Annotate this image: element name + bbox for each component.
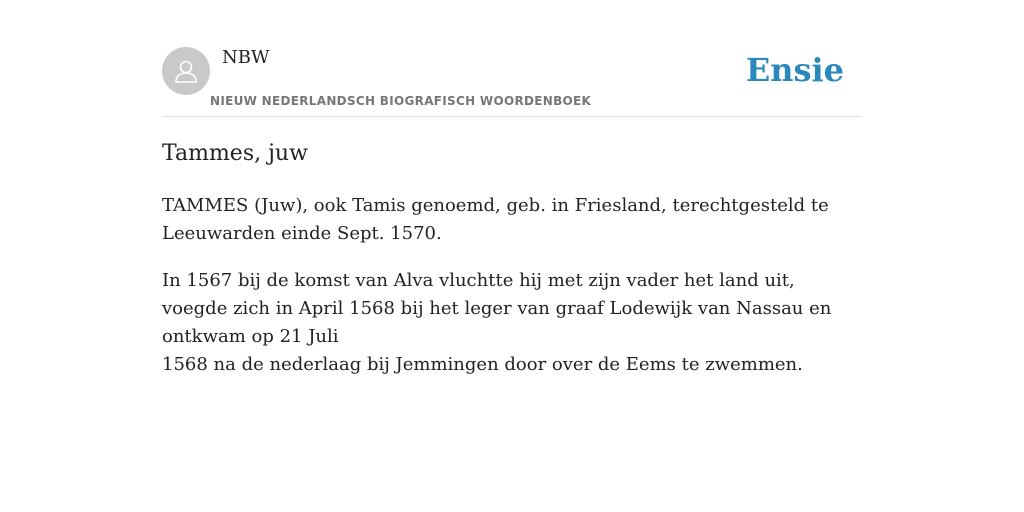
header bbox=[162, 40, 862, 117]
article-paragraph: TAMMES (Juw), ook Tamis genoemd, geb. in Friesland, terechtgesteld te Leeuwarden einde Sept. 1570. bbox=[162, 195, 829, 244]
source-full-name: NIEUW NEDERLANDSCH BIOGRAFISCH WOORDENBOEK bbox=[210, 94, 592, 108]
article-paragraph: In 1567 bij de komst van Alva vluchtte hij met zijn vader het land uit, voegde zich in April 1568 bij het leger van graaf Lodewijk van Nassau en ontkwam op 21 Juli bbox=[162, 270, 832, 347]
brand-logo[interactable]: Ensie bbox=[745, 51, 844, 89]
avatar[interactable] bbox=[162, 47, 210, 95]
user-icon bbox=[172, 57, 200, 85]
article-title: Tammes, juw bbox=[162, 141, 308, 166]
article-paragraph: 1568 na de nederlaag bij Jemmingen door over de Eems te zwemmen. bbox=[162, 354, 803, 375]
source-abbreviation[interactable]: NBW bbox=[222, 47, 270, 68]
